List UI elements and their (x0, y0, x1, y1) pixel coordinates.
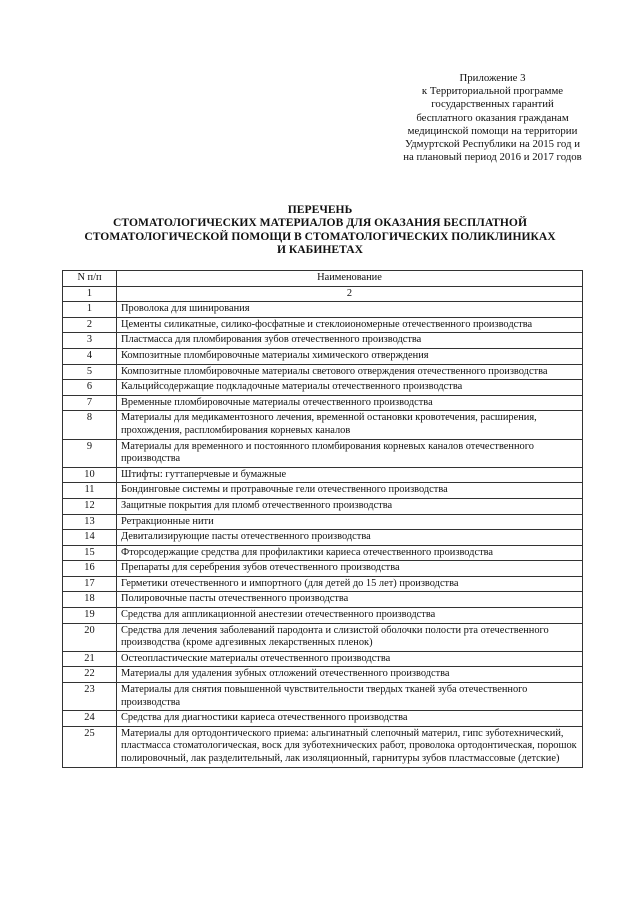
table-row (63, 651, 583, 667)
index-col-2: 2 (117, 286, 583, 302)
title-line: И КАБИНЕТАХ (276, 243, 364, 257)
row-number: 11 (63, 483, 117, 499)
row-number: 20 (63, 623, 117, 651)
row-number: 17 (63, 576, 117, 592)
row-name: Девитализирующие пасты отечественного производства (117, 530, 583, 546)
row-name: Ретракционные нити (117, 514, 583, 530)
row-number: 25 (63, 726, 117, 767)
row-name: Материалы для снятия повышенной чувствительности твердых тканей зуба отечественного производства (117, 683, 583, 711)
row-number: 5 (63, 364, 117, 380)
table-row (63, 380, 583, 396)
table-row (63, 608, 583, 624)
materials-table (62, 270, 583, 768)
annex-line: к Территориальной программе (421, 85, 564, 98)
row-number: 14 (63, 530, 117, 546)
row-name: Препараты для серебрения зубов отечественного производства (117, 561, 583, 577)
row-number: 24 (63, 711, 117, 727)
table-row (63, 711, 583, 727)
row-name: Средства для диагностики кариеса отечественного производства (117, 711, 583, 727)
table-row (63, 483, 583, 499)
row-number: 13 (63, 514, 117, 530)
title-line: СТОМАТОЛОГИЧЕСКОЙ ПОМОЩИ В СТОМАТОЛОГИЧЕСКИХ ПОЛИКЛИНИКАХ (84, 229, 556, 243)
annex-line: Приложение 3 (459, 72, 526, 84)
row-number: 18 (63, 592, 117, 608)
row-name: Материалы для временного и постоянного пломбирования корневых каналов отечественного производства (117, 439, 583, 467)
row-number: 15 (63, 545, 117, 561)
row-number: 16 (63, 561, 117, 577)
document-title (60, 203, 580, 257)
annex-line: медицинской помощи на территории (407, 124, 578, 137)
row-name: Средства для лечения заболеваний пародонта и слизистой оболочки полости рта отечественного производства (кроме адгезивных лекарственных пленок) (117, 623, 583, 651)
table-row (63, 561, 583, 577)
row-name: Герметики отечественного и импортного (для детей до 15 лет) производства (117, 576, 583, 592)
annex-line: на плановый период 2016 и 2017 годов (403, 151, 582, 164)
row-name: Материалы для медикаментозного лечения, временной остановки кровотечения, расширения, прохождения, распломбирования корневых каналов (117, 411, 583, 439)
header-number: N п/п (63, 271, 117, 287)
table-row (63, 364, 583, 380)
row-number: 19 (63, 608, 117, 624)
row-name: Композитные пломбировочные материалы химического отверждения (117, 348, 583, 364)
table-row (63, 576, 583, 592)
table-row (63, 411, 583, 439)
row-number: 10 (63, 467, 117, 483)
row-name: Защитные покрытия для пломб отечественного производства (117, 498, 583, 514)
row-name: Материалы для удаления зубных отложений отечественного производства (117, 667, 583, 683)
annex-line: Удмуртской Республики на 2015 год и (405, 138, 580, 151)
row-name: Полировочные пасты отечественного производства (117, 592, 583, 608)
table-row (63, 467, 583, 483)
row-number: 1 (63, 302, 117, 318)
table-row (63, 395, 583, 411)
row-number: 22 (63, 667, 117, 683)
table-index-row (63, 286, 583, 302)
table-row (63, 302, 583, 318)
row-number: 2 (63, 317, 117, 333)
row-name: Штифты: гуттаперчевые и бумажные (117, 467, 583, 483)
row-number: 23 (63, 683, 117, 711)
table-row (63, 530, 583, 546)
table-row (63, 592, 583, 608)
table-row (63, 545, 583, 561)
table-row (63, 498, 583, 514)
annex-reference (380, 72, 605, 164)
row-name: Фторсодержащие средства для профилактики кариеса отечественного производства (117, 545, 583, 561)
annex-line: государственных гарантий (431, 98, 554, 111)
table-row (63, 333, 583, 349)
table-row (63, 514, 583, 530)
row-name: Проволока для шинирования (117, 302, 583, 318)
table-row (63, 348, 583, 364)
table-row (63, 683, 583, 711)
row-name: Материалы для ортодонтического приема: альгинатный слепочный материл, гипс зуботехнический, пластмасса стоматологическая, воск для зуботехнических работ, проволока ортодонтическая, порошок полировочный, лак разделительный, лак изоляционный, гарнитуры зубов пластмассовые (детские) (117, 726, 583, 767)
table-row (63, 726, 583, 767)
annex-line: бесплатного оказания гражданам (416, 111, 569, 124)
row-name: Бондинговые системы и протравочные гели отечественного производства (117, 483, 583, 499)
row-name: Пластмасса для пломбирования зубов отечественного производства (117, 333, 583, 349)
row-number: 9 (63, 439, 117, 467)
row-number: 8 (63, 411, 117, 439)
header-name: Наименование (117, 271, 583, 287)
index-col-1: 1 (63, 286, 117, 302)
table-row (63, 623, 583, 651)
row-number: 4 (63, 348, 117, 364)
row-name: Цементы силикатные, силико-фосфатные и стеклоиономерные отечественного производства (117, 317, 583, 333)
title-line: СТОМАТОЛОГИЧЕСКИХ МАТЕРИАЛОВ ДЛЯ ОКАЗАНИЯ БЕСПЛАТНОЙ (113, 216, 527, 230)
table-header-row (63, 271, 583, 287)
row-number: 3 (63, 333, 117, 349)
table-row (63, 317, 583, 333)
row-number: 21 (63, 651, 117, 667)
row-name: Остеопластические материалы отечественного производства (117, 651, 583, 667)
table-row (63, 667, 583, 683)
row-name: Временные пломбировочные материалы отечественного производства (117, 395, 583, 411)
row-number: 6 (63, 380, 117, 396)
row-name: Средства для аппликационной анестезии отечественного производства (117, 608, 583, 624)
row-name: Кальцийсодержащие подкладочные материалы отечественного производства (117, 380, 583, 396)
row-number: 12 (63, 498, 117, 514)
row-name: Композитные пломбировочные материалы светового отверждения отечественного производства (117, 364, 583, 380)
row-number: 7 (63, 395, 117, 411)
table-row (63, 439, 583, 467)
title-line: ПЕРЕЧЕНЬ (287, 203, 353, 216)
